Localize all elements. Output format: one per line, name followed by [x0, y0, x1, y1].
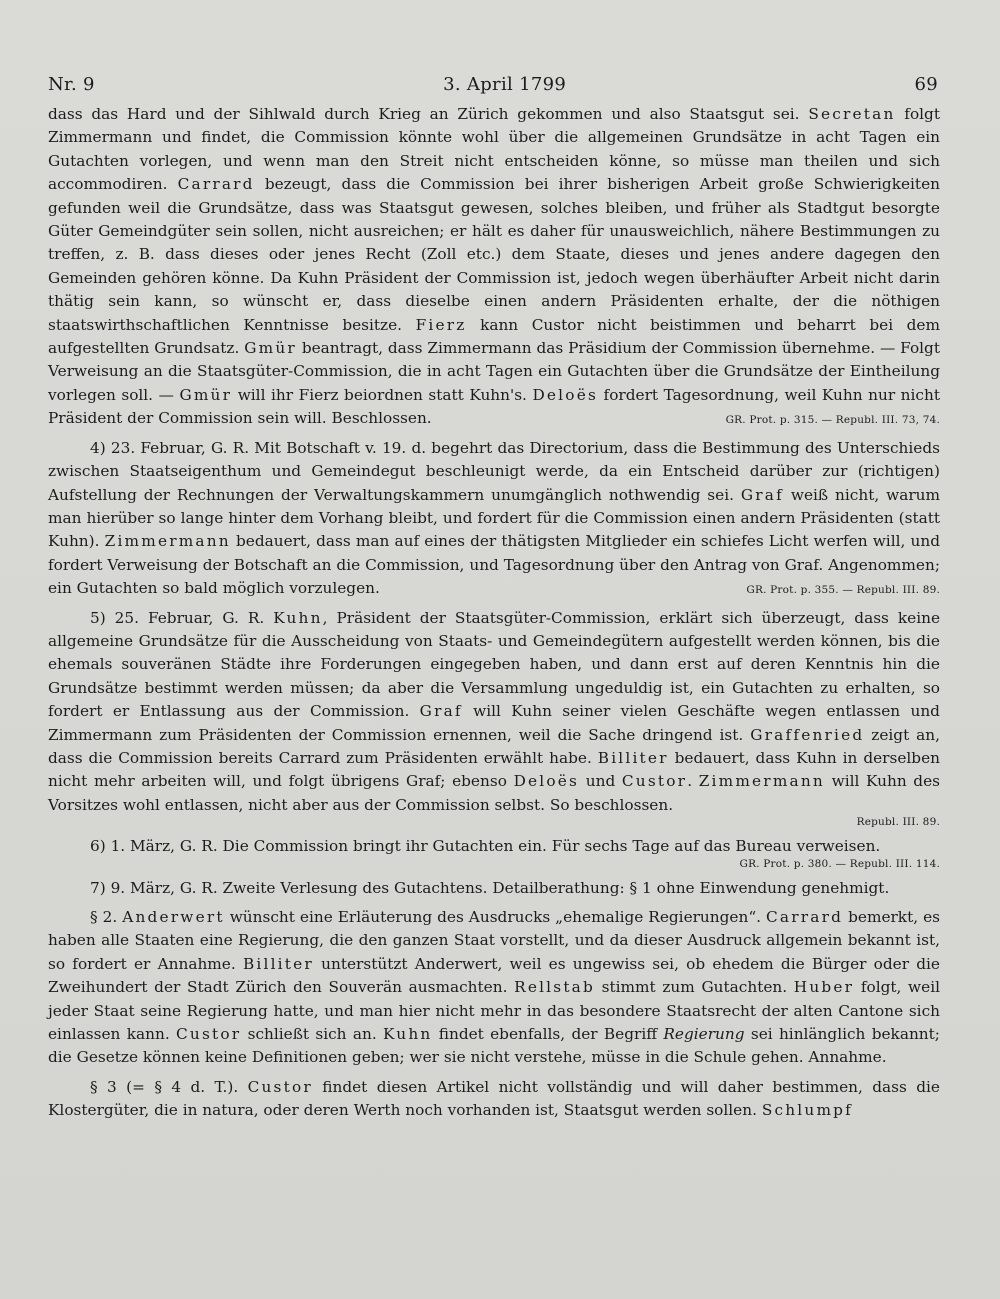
text-run: bezeugt, dass die Commission bei ihrer bisherigen Arbeit große Schwierigkeiten gefunden weil die Grundsätze, dass was Staatsgut gewesen, solches bleiben, und früher als Stadtgut besorgte Güter Gemeindgüter sein sollen, nicht ausreichen; er hält es daher für unausweichlich, nähere Bestimmungen zu treffen, z. B. dass dieses oder jenes Recht (Zoll etc.) dem Staate, dieses und jenes andere dagegen den Gemeinden gehören könne. Da Kuhn Präsident der Commission ist, jedoch wegen überhäufter Arbeit nicht darin thätig sein kann, so wünscht er, dass dieselbe einen andern Präsidenten erhalte, der die nöthigen staatswirthschaftlichen Kenntnisse besitze.	[48, 175, 940, 334]
text-run: bemerkt, es haben alle Staaten eine Regierung, die den ganzen Staat vorstellt, und da dieser Ausdruck allgemein bekannt ist, so fordert er Annahme.	[48, 908, 940, 973]
speaker-name: Secretan	[808, 105, 896, 123]
text-run: .	[687, 772, 693, 791]
text-run: findet diesen Artikel nicht vollständig und will daher bestimmen, dass die Klostergüter, die in natura, oder deren Werth noch vorhanden ist, Staatsgut werden sollen.	[48, 1077, 940, 1120]
speaker-name: Carrard	[766, 908, 844, 926]
text-run: 6) 1. März, G. R. Die Commission bringt ihr Gutachten ein. Für sechs Tage auf das Bureau verweisen.	[90, 837, 881, 856]
speaker-name: Zimmermann	[104, 532, 231, 551]
text-run: will ihr Fierz beiordnen statt Kuhn's.	[237, 385, 527, 404]
section-number: § 3 (= § 4 d. T.).	[90, 1077, 239, 1096]
source-reference: GR. Prot. p. 355. — Republ. III. 89.	[746, 584, 940, 597]
text-run: unterstützt Anderwert, weil es ungewiss sei, ob ehedem die Bürger oder die Zweihundert der Stadt Zürich den Souverän ausmachten.	[48, 954, 940, 997]
italic-term: Regierung	[663, 1025, 745, 1044]
speaker-name: Custor	[621, 772, 688, 791]
speaker-name: Gmür	[179, 385, 233, 404]
text-run: wünscht eine Erläuterung des Ausdrucks „ehemalige Regierungen“.	[229, 908, 762, 926]
paragraph-item-5	[48, 607, 940, 830]
speaker-name: Deloës	[532, 385, 598, 404]
speaker-name: Rellstab	[514, 978, 595, 997]
text-run: bedauert, dass man auf eines der thätigsten Mitglieder ein schiefes Licht werfen will, und fordert Verweisung der Botschaft an die Commission, und Tagesordnung über den Antrag von Graf. Angenommen; ein Gutachten so bald möglich vorzulegen.	[48, 532, 940, 598]
text-run: will Kuhn seiner vielen Geschäfte wegen entlassen und Zimmermann zum Präsidenten der Commission ernennen, weil die Sache dringend ist.	[48, 702, 940, 744]
speaker-name: Anderwert	[122, 908, 225, 926]
speaker-name: Zimmermann	[698, 772, 825, 791]
source-reference: Republ. III. 89.	[856, 816, 940, 829]
text-run: 4) 23. Februar, G. R. Mit Botschaft v. 19. d. begehrt das Directorium, dass die Bestimmung des Unterschieds zwischen Staatseigenthum und Gemeindegut beschleunigt werde, da ein Entscheid darüber zur (richtigen) Aufstellung der Rechnungen der Verwaltungskammern unumgänglich nothwendig sei.	[48, 438, 940, 504]
header-issue-number: Nr. 9	[48, 74, 95, 95]
speaker-name: Kuhn	[383, 1025, 433, 1044]
speaker-name: Custor	[176, 1025, 242, 1044]
text-run: dass das Hard und der Sihlwald durch Krieg an Zürich gekommen und also Staatsgut sei.	[48, 105, 800, 123]
text-run: folgt, weil jeder Staat seine Regierung hatte, und man hier nicht mehr in das besondere Staatsrecht der alten Cantone sich einlassen kann.	[48, 978, 940, 1044]
speaker-name: Billiter	[242, 954, 314, 973]
body-text	[48, 103, 940, 1123]
speaker-name: Graffenried	[750, 725, 865, 744]
speaker-name: Huber	[793, 978, 855, 997]
text-run: sei hinlänglich bekannt; die Gesetze können keine Definitionen geben; wer sie nicht verstehe, müsse in die Schule gehen. Annahme.	[48, 1025, 940, 1067]
speaker-name: Deloës	[513, 772, 580, 791]
speaker-name: Carrard	[177, 175, 255, 194]
text-run: und	[585, 772, 616, 791]
text-run: folgt Zimmermann und findet, die Commission könnte wohl über die allgemeinen Grundsätze in acht Tagen ein Gutachten vorlegen, und wenn man den Streit nicht entscheiden könne, so müsse man theilen und sich accommodiren.	[48, 105, 940, 194]
section-number: § 2.	[90, 908, 118, 926]
page-header	[48, 74, 940, 95]
text-run: zeigt an, dass die Commission bereits Carrard zum Präsidenten erwählt habe.	[48, 725, 940, 767]
text-run: findet ebenfalls, der Begriff	[438, 1025, 658, 1044]
text-run: , Präsident der Staatsgüter-Commission, erklärt sich überzeugt, dass keine allgemeine Grundsätze für die Ausscheidung von Staats- und Gemeindegütern aufgestellt werden können, bis die ehemals souveränen Städte ihre Forderungen eingegeben haben, und dann erst auf deren Kenntnis hin die Grundsätze bestimmt werden müssen; da aber die Versammlung ungeduldig ist, ein Gutachten zu erhalten, so fordert er Entlassung aus der Commission.	[48, 608, 940, 721]
paragraph-section-2	[48, 906, 940, 1070]
speaker-name: Billiter	[597, 748, 669, 767]
speaker-name: Schlumpf	[761, 1101, 854, 1120]
text-run: 7) 9. März, G. R. Zweite Verlesung des Gutachtens. Detailberathung: § 1 ohne Einwendung genehmigt.	[90, 878, 890, 897]
header-date: 3. April 1799	[443, 74, 567, 95]
text-run: kann Custor nicht beistimmen und beharrt bei dem aufgestellten Grundsatz.	[48, 315, 940, 358]
text-run: schließt sich an.	[247, 1025, 377, 1044]
paragraph-item-7	[48, 877, 940, 900]
speaker-name: Graf	[419, 702, 463, 721]
speaker-name: Kuhn	[273, 608, 323, 627]
text-run: beantragt, dass Zimmermann das Präsidium der Commission übernehme. — Folgt Verweisung an die Staatsgüter-Commission, die in acht Tagen ein Gutachten über die Grundsätze der Eintheilung vorlegen soll. —	[48, 339, 940, 404]
paragraph-item-4	[48, 437, 940, 601]
header-page-number: 69	[914, 74, 938, 95]
speaker-name: Fierz	[415, 315, 467, 334]
speaker-name: Graf	[740, 485, 784, 504]
text-run: will Kuhn des Vorsitzes wohl entlassen, nicht aber aus der Commission selbst. So beschlossen.	[48, 772, 941, 814]
text-run: bedauert, dass Kuhn in derselben nicht mehr arbeiten will, und folgt übrigens Graf; ebenso	[48, 748, 940, 791]
source-reference: GR. Prot. p. 380. — Republ. III. 114.	[739, 857, 940, 870]
paragraph-continuation	[48, 103, 940, 431]
text-run: stimmt zum Gutachten.	[601, 978, 788, 997]
source-reference: GR. Prot. p. 315. — Republ. III. 73, 74.	[725, 414, 940, 427]
text-run: weiß nicht, warum man hierüber so lange hinter dem Vorhang bleibt, und fordert für die Commission einen andern Präsidenten (statt Kuhn).	[48, 485, 940, 551]
text-run: 5) 25. Februar, G. R.	[90, 608, 265, 627]
paragraph-item-6	[48, 835, 940, 870]
text-run: fordert Tagesordnung, weil Kuhn nur nicht Präsident der Commission sein will. Beschlossen.	[48, 385, 940, 428]
speaker-name: Custor	[247, 1077, 313, 1096]
speaker-name: Gmür	[244, 339, 297, 358]
paragraph-section-3	[48, 1076, 940, 1123]
